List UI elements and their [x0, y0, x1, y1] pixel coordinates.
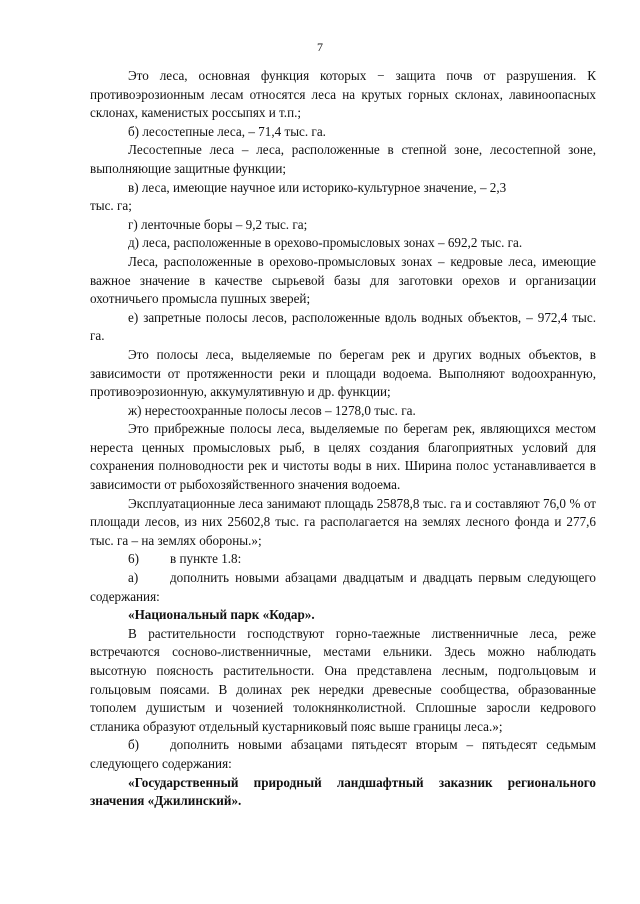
- item-d-nut-zones: д) леса, расположенные в орехово-промысловых зонах – 692,2 тыс. га.: [128, 235, 523, 251]
- item-b2-marker: б): [128, 737, 140, 753]
- paragraph-spawning-strips: Это прибрежные полосы леса, выделяемые по берегам рек, являющихся местом нереста ценных промысловых рыб, в целях создания благоприятных условий для сохранения полноводности рек и чистоты воды в них. Ширина полос устанавливается в зависимости от рыбохозяйственного значения водоема.: [90, 421, 596, 493]
- item-6-text: в пункте 1.8:: [170, 551, 242, 567]
- paragraph-prohibited-strips: Это полосы леса, выделяемые по берегам рек и других водных объектов, в зависимости от протяженности реки и площади водоема. Выполняют водоохранную, противоэрозионную, аккумулятивную и др. функции;: [90, 346, 596, 400]
- heading-kodar-park: «Национальный парк «Кодар».: [128, 607, 315, 623]
- item-6: [90, 550, 596, 569]
- item-v-scientific: в) леса, имеющие научное или историко-культурное значение, – 2,3: [128, 179, 507, 195]
- item-a: [90, 569, 596, 606]
- item-g-ribbon-forests: г) ленточные боры – 9,2 тыс. га;: [128, 216, 308, 232]
- heading-dzhilinsky-reserve: «Государственный природный ландшафтный заказник регионального значения «Джилинский».: [90, 774, 596, 809]
- paragraph-exploitation-forests: Эксплуатационные леса занимают площадь 25878,8 тыс. га и составляют 76,0 % от площади лесов, из них 25602,8 тыс. га располагается на землях лесного фонда и 277,6 тыс. га – на землях обороны.»;: [90, 495, 596, 548]
- item-zh-spawning-strips: ж) нерестоохранные полосы лесов – 1278,0 тыс. га.: [128, 402, 416, 418]
- item-e-prohibited-strips: е) запретные полосы лесов, расположенные вдоль водных объектов, – 972,4 тыс. га.: [90, 309, 596, 344]
- item-a-marker: а): [128, 570, 139, 586]
- item-b-forest-steppe: б) лесостепные леса, – 71,4 тыс. га.: [128, 123, 326, 139]
- item-6-marker: 6): [128, 551, 139, 567]
- item-b2: [90, 736, 596, 773]
- item-a-text: дополнить новыми абзацами двадцатым и двадцать первым следующего содержания:: [90, 570, 596, 604]
- page-number: 7: [317, 40, 323, 54]
- paragraph-forest-steppe: Лесостепные леса – леса, расположенные в степной зоне, лесостепной зоне, выполняющие защитные функции;: [90, 142, 596, 176]
- paragraph-kodar-vegetation: В растительности господствуют горно-таежные лиственничные леса, реже встречаются сосново-лиственничные, местами ельники. Здесь можно наблюдать высотную поясность растительности. Она представлена лесным, подгольцовым и гольцовым поясами. В долинах рек нередки древесные сообщества, образованные тополем душистым и чозенией толокнянколистной. Сплошные заросли кедрового стланика образуют отдельный кустарниковый пояс выше границы леса.»;: [90, 625, 596, 734]
- paragraph-nut-zones: Леса, расположенные в орехово-промысловых зонах – кедровые леса, имеющие важное значение в качестве сырьевой базы для заготовки орехов и организации охотничьего промысла пушных зверей;: [90, 253, 596, 307]
- paragraph-protective-forests: Это леса, основная функция которых − защита почв от разрушения. К противоэрозионным лесам относятся леса на крутых горных склонах, лавиноопасных склонах, каменистых россыпях и т.п.;: [90, 68, 596, 121]
- document-body: [90, 67, 596, 811]
- item-v-unit: тыс. га;: [90, 198, 132, 214]
- item-b2-text: дополнить новыми абзацами пятьдесят вторым – пятьдесят седьмым следующего содержания:: [90, 737, 596, 771]
